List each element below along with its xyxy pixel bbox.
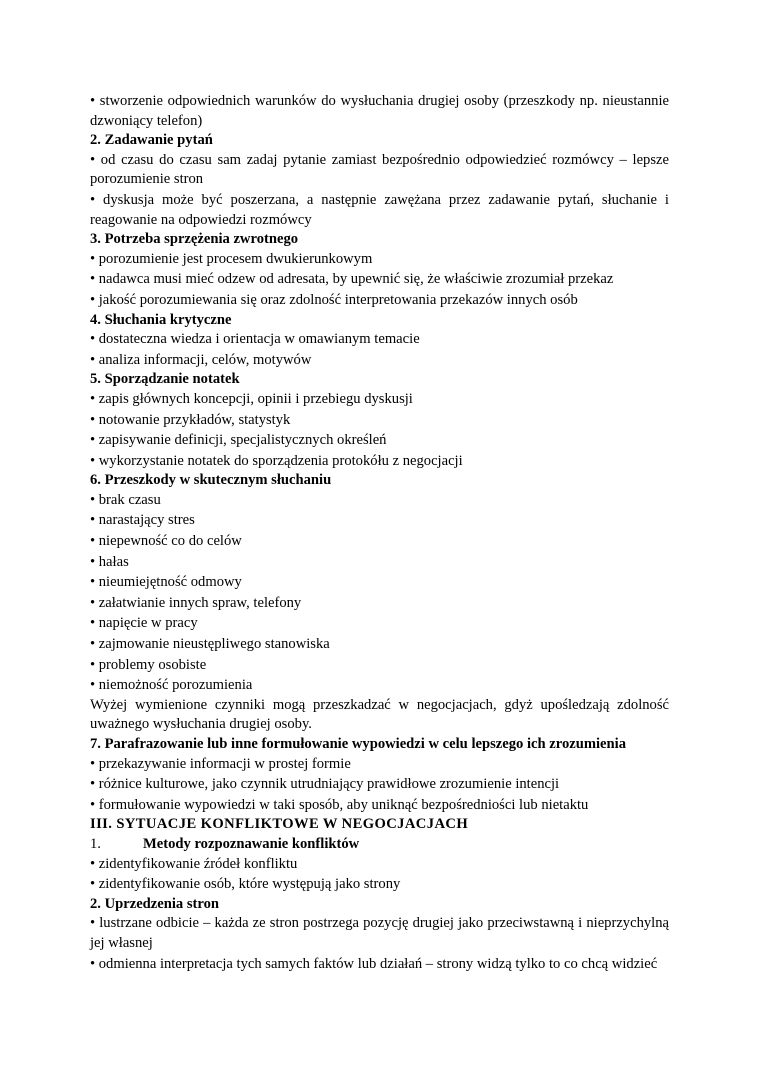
bullet-item: • zidentyfikowanie źródeł konfliktu — [90, 855, 298, 872]
section-heading: 4. Słuchania krytyczne — [90, 311, 232, 328]
bullet-item: • hałas — [90, 553, 129, 570]
bullet-item: • zapisywanie definicji, specjalistycznych określeń — [90, 432, 387, 449]
section-heading: 3. Potrzeba sprzężenia zwrotnego — [90, 231, 299, 248]
bullet-item: • dostateczna wiedza i orientacja w omawianym temacie — [90, 331, 420, 348]
bullet-item: • nieumiejętność odmowy — [90, 574, 242, 591]
numbered-heading — [90, 835, 669, 855]
bullet-item: • brak czasu — [90, 491, 161, 508]
bullet-item: • niemożność porozumienia — [90, 677, 253, 694]
bullet-item: • lustrzane odbicie – każda ze stron postrzega pozycję drugiej jako przeciwstawną i nieprzychylną jej własnej — [90, 915, 669, 951]
bullet-item: • wykorzystanie notatek do sporządzenia protokółu z negocjacji — [90, 452, 463, 469]
heading-number: 1. — [90, 835, 101, 852]
bullet-item: • nadawca musi mieć odzew od adresata, by upewnić się, że właściwie zrozumiał przekaz — [90, 271, 614, 288]
bullet-item: • porozumienie jest procesem dwukierunkowym — [90, 250, 373, 267]
section-heading: 2. Uprzedzenia stron — [90, 895, 220, 912]
bullet-item: • problemy osobiste — [90, 656, 207, 673]
bullet-item: • różnice kulturowe, jako czynnik utrudniający prawidłowe zrozumienie intencji — [90, 776, 560, 793]
chapter-heading: III. SYTUACJE KONFLIKTOWE W NEGOCJACJACH — [90, 816, 469, 833]
bullet-item: • dyskusja może być poszerzana, a następnie zawężana przez zadawanie pytań, słuchanie i reagowanie na odpowiedzi rozmówcy — [90, 191, 669, 228]
section-heading: 5. Sporządzanie notatek — [90, 371, 240, 388]
bullet-item: • załatwianie innych spraw, telefony — [90, 594, 302, 611]
section-heading: 7. Parafrazowanie lub inne formułowanie wypowiedzi w celu lepszego ich zrozumienia — [90, 736, 626, 752]
bullet-item: • przekazywanie informacji w prostej formie — [90, 755, 351, 772]
bullet-item: • napięcie w pracy — [90, 615, 198, 632]
body-paragraph: Wyżej wymienione czynniki mogą przeszkadzać w negocjacjach, gdyż upośledzają zdolność uważnego wysłuchania drugiej osoby. — [90, 696, 669, 733]
document-page — [90, 91, 669, 974]
bullet-item: • stworzenie odpowiednich warunków do wysłuchania drugiej osoby (przeszkody np. nieustannie dzwoniący telefon) — [90, 93, 669, 129]
bullet-item: • notowanie przykładów, statystyk — [90, 411, 291, 428]
bullet-item: • odmienna interpretacja tych samych faktów lub działań – strony widzą tylko to co chcą widzieć — [90, 955, 658, 972]
section-heading: 2. Zadawanie pytań — [90, 132, 213, 149]
bullet-item: • narastający stres — [90, 512, 195, 529]
bullet-item: • zidentyfikowanie osób, które występują jako strony — [90, 876, 401, 893]
bullet-item: • niepewność co do celów — [90, 533, 242, 550]
section-heading: 6. Przeszkody w skutecznym słuchaniu — [90, 472, 332, 489]
bullet-item: • od czasu do czasu sam zadaj pytanie zamiast bezpośrednio odpowiedzieć rozmówcy – lepsze porozumienie stron — [90, 151, 669, 188]
bullet-item: • formułowanie wypowiedzi w taki sposób, aby uniknąć bezpośredniości lub nietaktu — [90, 796, 589, 813]
bullet-item: • analiza informacji, celów, motywów — [90, 351, 312, 368]
bullet-item: • jakość porozumiewania się oraz zdolność interpretowania przekazów innych osób — [90, 291, 578, 308]
heading-text: Metody rozpoznawanie konfliktów — [143, 835, 360, 852]
bullet-item: • zapis głównych koncepcji, opinii i przebiegu dyskusji — [90, 390, 413, 407]
bullet-item: • zajmowanie nieustępliwego stanowiska — [90, 636, 330, 653]
